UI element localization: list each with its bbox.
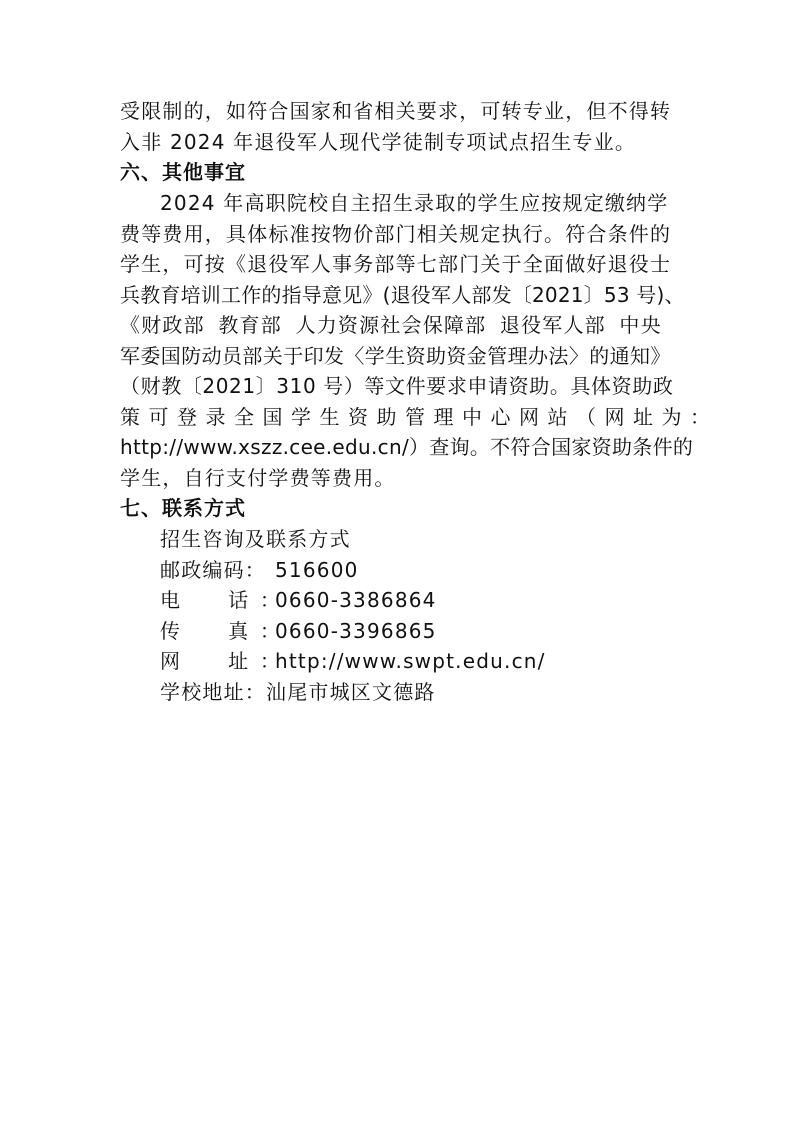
phone-value: 0660-3386864 bbox=[275, 588, 437, 612]
section-7-heading: 七、联系方式 bbox=[120, 496, 246, 520]
postcode-value: 516600 bbox=[275, 557, 359, 582]
prev-paragraph-line: 入非 2024 年退役军人现代学徒制专项试点招生专业。 bbox=[120, 129, 637, 154]
fax-label: 传 真： bbox=[160, 618, 292, 643]
section-6-line: 学生，可按《退役军人事务部等七部门关于全面做好退役士 bbox=[120, 252, 672, 276]
document-page bbox=[120, 96, 719, 707]
section-6-line: 费等费用，具体标准按物价部门相关规定执行。符合条件的 bbox=[120, 221, 672, 246]
contact-intro bbox=[120, 524, 680, 555]
contact-phone bbox=[120, 585, 680, 616]
section-6-line: 兵教育培训工作的指导意见》(退役军人部发〔2021〕53 号)、 bbox=[120, 282, 685, 307]
section-6-line: http://www.xszz.cee.edu.cn/）查询。不符合国家资助条件的 bbox=[120, 435, 694, 459]
section-6-line: 学生，自行支付学费等费用。 bbox=[120, 465, 396, 490]
section-6-line: 2024 年高职院校自主招生录取的学生应按规定缴纳学 bbox=[160, 191, 669, 215]
address-label: 学校地址： bbox=[160, 679, 266, 704]
phone-label: 电 话： bbox=[160, 588, 292, 612]
section-6-line: （财教〔2021〕310 号）等文件要求申请资助。具体资助政 bbox=[120, 374, 674, 398]
contact-postcode bbox=[120, 555, 680, 586]
section-6-line: 策可登录全国学生资助管理中心网站（网址为： bbox=[120, 404, 719, 429]
postcode-label: 邮政编码： bbox=[160, 557, 266, 582]
contact-website bbox=[120, 646, 680, 677]
section-6-heading: 六、其他事宜 bbox=[120, 160, 246, 184]
address-value: 汕尾市城区文德路 bbox=[266, 679, 436, 704]
contact-address bbox=[120, 677, 680, 708]
contact-intro-text: 招生咨询及联系方式 bbox=[160, 527, 351, 551]
prev-paragraph-line: 受限制的，如符合国家和省相关要求，可转专业，但不得转 bbox=[120, 99, 672, 123]
website-label: 网 址： bbox=[160, 649, 292, 673]
section-6-line: 军委国防动员部关于印发〈学生资助资金管理办法〉的通知》 bbox=[120, 343, 671, 368]
fax-value: 0660-3396865 bbox=[275, 618, 437, 643]
website-value[interactable]: http://www.swpt.edu.cn/ bbox=[275, 649, 546, 673]
section-6-line: 《财政部 教育部 人力资源社会保障部 退役军人部 中央 bbox=[120, 313, 662, 337]
contact-fax bbox=[120, 616, 680, 647]
